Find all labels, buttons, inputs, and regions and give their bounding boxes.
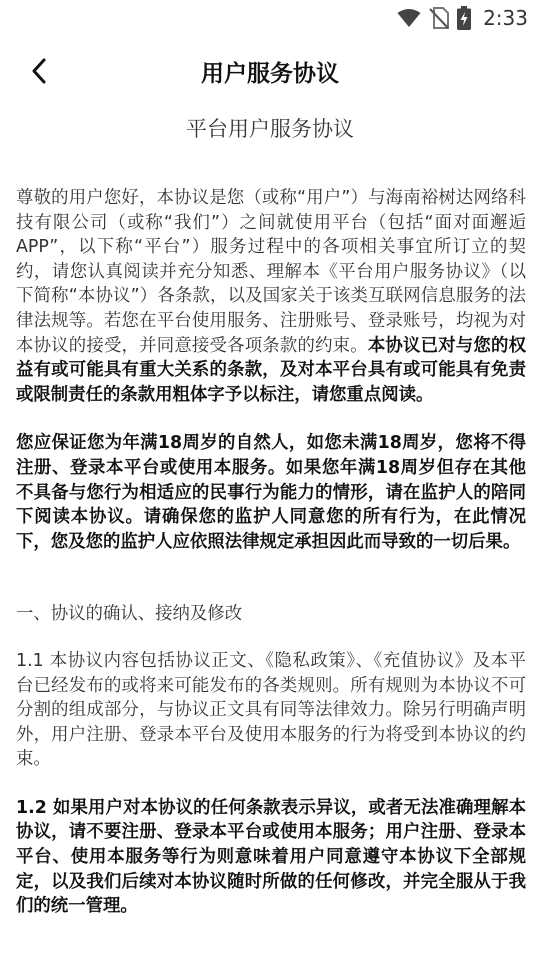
intro-text: 尊敬的用户您好，本协议是您（或称“用户”）与海南裕树达网络科技有限公司（或称“我们”）之间就使用平台（包括“面对面邂逅APP”，以下称“平台”）服务过程中的各项相关事宜所订立的契约，请您认真阅读并充分知悉、理解本《平台用户服务协议》（以下简称“本协议”）各条款，以及国家关于该类互联网信息服务的法律法规等。若您在平台使用服务、注册账号、登录账号，均视为对本协议的接受，并同意接受各项条款的约束。	[16, 188, 526, 356]
clause-1-1: 1.1 本协议内容包括协议正文、《隐私政策》、《充值协议》及本平台已经发布的或将来可能发布的各类规则。所有规则为本协议不可分割的组成部分，与协议正文具有同等法律效力。除另行明确声明外，用户注册、登录本平台及使用本服务的行为将受到本协议的约束。	[16, 650, 526, 770]
intro-bold-text: 本协议已对与您的权益有或可能具有重大关系的条款，及对本平台具有或可能具有免责或限制责任的条款用粗体字予以标注，请您重点阅读。	[16, 335, 526, 405]
back-button[interactable]	[22, 54, 56, 88]
status-time: 2:33	[483, 6, 528, 30]
wifi-icon	[397, 8, 421, 28]
agreement-content	[16, 186, 526, 943]
section-heading: 一、协议的确认、接纳及修改	[16, 604, 243, 625]
intro-paragraph	[16, 186, 526, 407]
chevron-left-icon	[30, 58, 48, 84]
clause-1-2: 1.2 如果用户对本协议的任何条款表示异议，或者无法准确理解本协议，请不要注册、登录本平台或使用本服务；用户注册、登录本平台、使用本服务等行为则意味着用户同意遵守本协议下全部规定，以及我们后续对本协议随时所做的任何修改，并完全服从于我们的统一管理。	[16, 797, 526, 917]
battery-charging-icon	[457, 6, 471, 30]
document-subtitle: 平台用户服务协议	[186, 117, 354, 141]
app-header	[0, 40, 540, 102]
page-title: 用户服务协议	[201, 60, 339, 87]
status-bar	[0, 0, 540, 36]
no-sim-icon	[429, 7, 449, 29]
age-requirement-paragraph: 您应保证您为年满18周岁的自然人，如您未满18周岁，您将不得注册、登录本平台或使用本服务。如果您年满18周岁但存在其他不具备与您行为相适应的民事行为能力的情形，请在监护人的陪同下阅读本协议。请确保您的监护人同意您的所有行为，在此情况下，您及您的监护人应依照法律规定承担因此而导致的一切后果。	[16, 433, 526, 552]
